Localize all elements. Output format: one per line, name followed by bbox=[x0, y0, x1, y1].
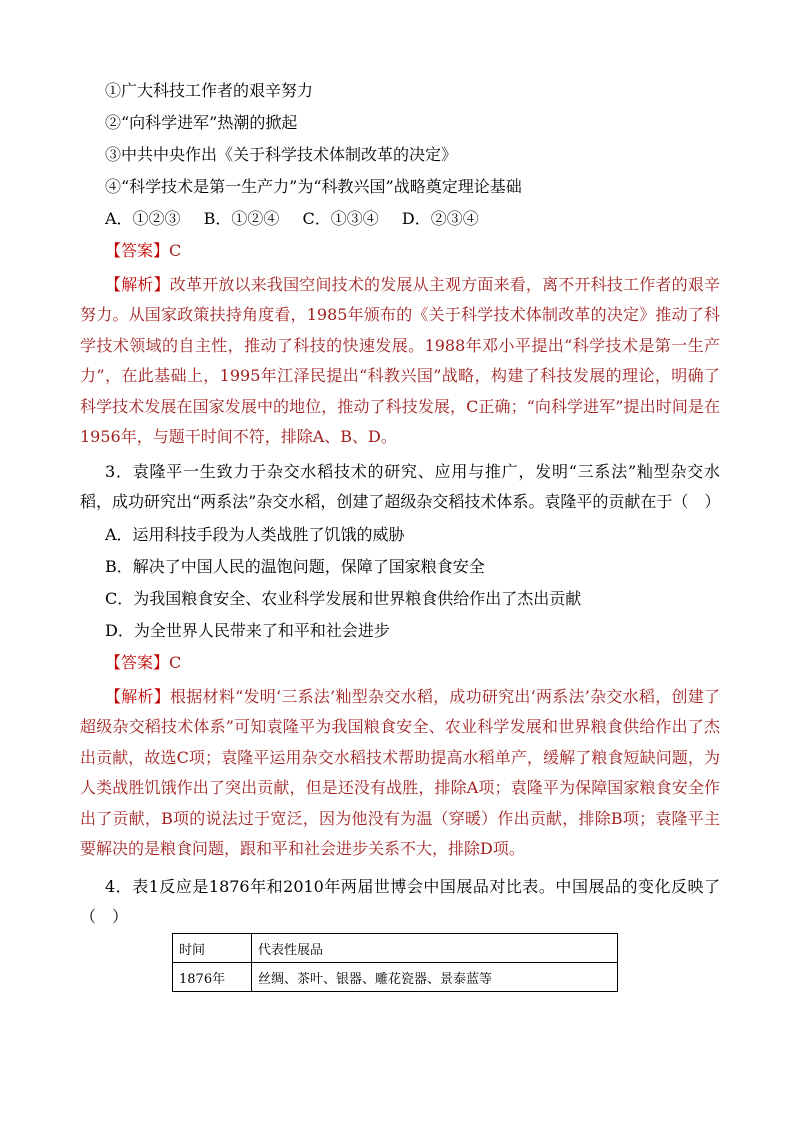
table-header-cell: 时间 bbox=[173, 934, 252, 963]
q2-answer bbox=[105, 240, 181, 262]
table-cell: 丝绸、茶叶、银器、雕花瓷器、景泰蓝等 bbox=[252, 963, 618, 992]
q2-statement-1: ①广大科技工作者的艰辛努力 bbox=[105, 81, 314, 100]
q2-option-c: C．①③④ bbox=[302, 209, 379, 228]
q2-statement-2: ②“向科学进军”热潮的掀起 bbox=[105, 113, 298, 132]
q3-option-d: D．为全世界人民带来了和平和社会进步 bbox=[105, 621, 390, 640]
q3-option-c: C．为我国粮食安全、农业科学发展和世界粮食供给作出了杰出贡献 bbox=[105, 589, 582, 608]
table-header-cell: 代表性展品 bbox=[252, 934, 618, 963]
table-row bbox=[173, 963, 618, 992]
q2-statement-3: ③中共中央作出《关于科学技术体制改革的决定》 bbox=[105, 145, 458, 164]
q2-option-d: D．②③④ bbox=[401, 209, 479, 228]
q2-statement-4: ④“科学技术是第一生产力”为“科教兴国”战略奠定理论基础 bbox=[105, 177, 522, 196]
analysis-text: 根据材料“发明‘三系法’籼型杂交水稻，成功研究出‘两系法’杂交水稻，创建了超级杂交稻技术体系”可知袁隆平为我国粮食安全、农业科学发展和世界粮食供给作出了杰出贡献，故选C项；袁隆平运用杂交水稻技术帮助提高水稻单产，缓解了粮食短缺问题，为人类战胜饥饿作出了突出贡献，但是还没有战胜，排除A项；袁隆平为保障国家粮食安全作出了贡献，B项的说法过于宽泛，因为他没有为温（穿暖）作出贡献，排除B项；袁隆平主要解决的是粮食问题，跟和平和社会进步关系不大，排除D项。 bbox=[80, 687, 720, 859]
answer-tag: 【答案】 bbox=[105, 241, 170, 260]
table-cell: 1876年 bbox=[173, 963, 252, 992]
q2-analysis bbox=[80, 270, 720, 452]
q2-option-a: A．①②③ bbox=[105, 209, 181, 228]
analysis-text: 改革开放以来我国空间技术的发展从主观方面来看，离不开科技工作者的艰辛努力。从国家政策扶持角度看，1985年颁布的《关于科学技术体制改革的决定》推动了科学技术领域的自主性，推动了科技的快速发展。1988年邓小平提出“科学技术是第一生产力”，在此基础上，1995年江泽民提出“科教兴国”战略，构建了科技发展的理论，明确了科学技术发展在国家发展中的地位，推动了科技发展，C正确；“向科学进军”提出时间是在1956年，与题干时间不符，排除A、B、D。 bbox=[80, 275, 720, 447]
answer-value: C bbox=[169, 653, 182, 672]
q2-options bbox=[105, 208, 497, 230]
q2-option-b: B．①②④ bbox=[203, 209, 280, 228]
exhibit-table bbox=[172, 933, 618, 992]
q3-analysis bbox=[80, 682, 720, 864]
q4-stem: 4．表1反应是1876年和2010年两届世博会中国展品对比表。中国展品的变化反映了（ ） bbox=[80, 877, 720, 927]
analysis-tag: 【解析】 bbox=[105, 275, 170, 294]
q3-stem: 3．袁隆平一生致力于杂交水稻技术的研究、应用与推广，发明“三系法”籼型杂交水稻，成功研究出“两系法”杂交水稻，创建了超级杂交稻技术体系。袁隆平的贡献在于（ ） bbox=[80, 462, 721, 512]
analysis-tag: 【解析】 bbox=[105, 687, 171, 706]
q3-option-b: B．解决了中国人民的温饱问题，保障了国家粮食安全 bbox=[105, 557, 485, 576]
answer-value: C bbox=[169, 241, 182, 260]
table-header-row bbox=[173, 934, 618, 963]
q3-option-a: A．运用科技手段为人类战胜了饥饿的威胁 bbox=[105, 525, 405, 544]
answer-tag: 【答案】 bbox=[105, 653, 170, 672]
q3-answer bbox=[105, 652, 181, 674]
